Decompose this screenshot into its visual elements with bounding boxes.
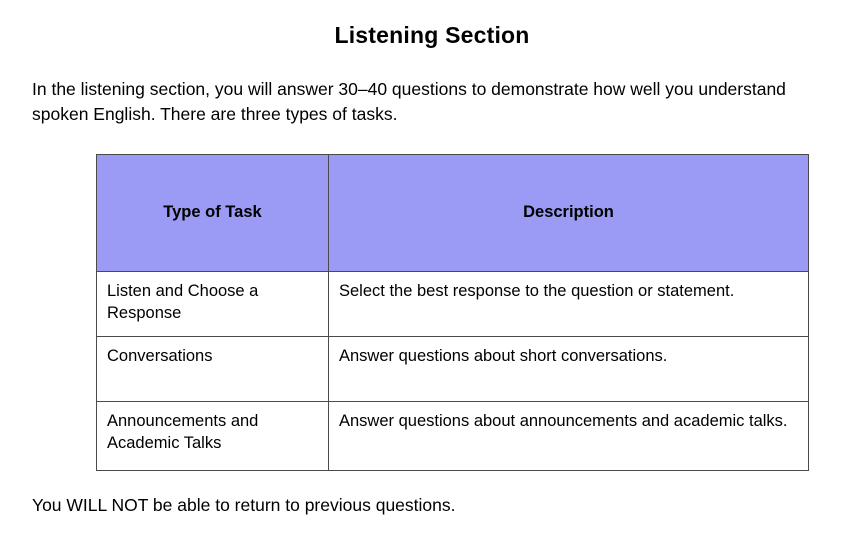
cell-task-type: Listen and Choose a Response (97, 271, 329, 336)
task-types-table-container (96, 154, 808, 471)
cell-task-description: Answer questions about announcements and academic talks. (329, 401, 809, 470)
cell-task-type: Announcements and Academic Talks (97, 401, 329, 470)
table-row (97, 271, 809, 336)
intro-paragraph: In the listening section, you will answer 30–40 questions to demonstrate how well you understand spoken English. There are three types of tasks. (32, 79, 786, 125)
column-header-type-of-task: Type of Task (97, 154, 329, 271)
document-page (0, 20, 864, 549)
column-header-description: Description (329, 154, 809, 271)
table-header (97, 154, 809, 271)
cell-task-description: Select the best response to the question or statement. (329, 271, 809, 336)
cell-task-description: Answer questions about short conversations. (329, 336, 809, 401)
table-row (97, 401, 809, 470)
cell-task-type: Conversations (97, 336, 329, 401)
table-body (97, 271, 809, 470)
footer-note: You WILL NOT be able to return to previous questions. (32, 494, 456, 515)
table-row (97, 336, 809, 401)
table-header-row (97, 154, 809, 271)
page-title: Listening Section (334, 22, 530, 48)
task-types-table (96, 154, 809, 471)
